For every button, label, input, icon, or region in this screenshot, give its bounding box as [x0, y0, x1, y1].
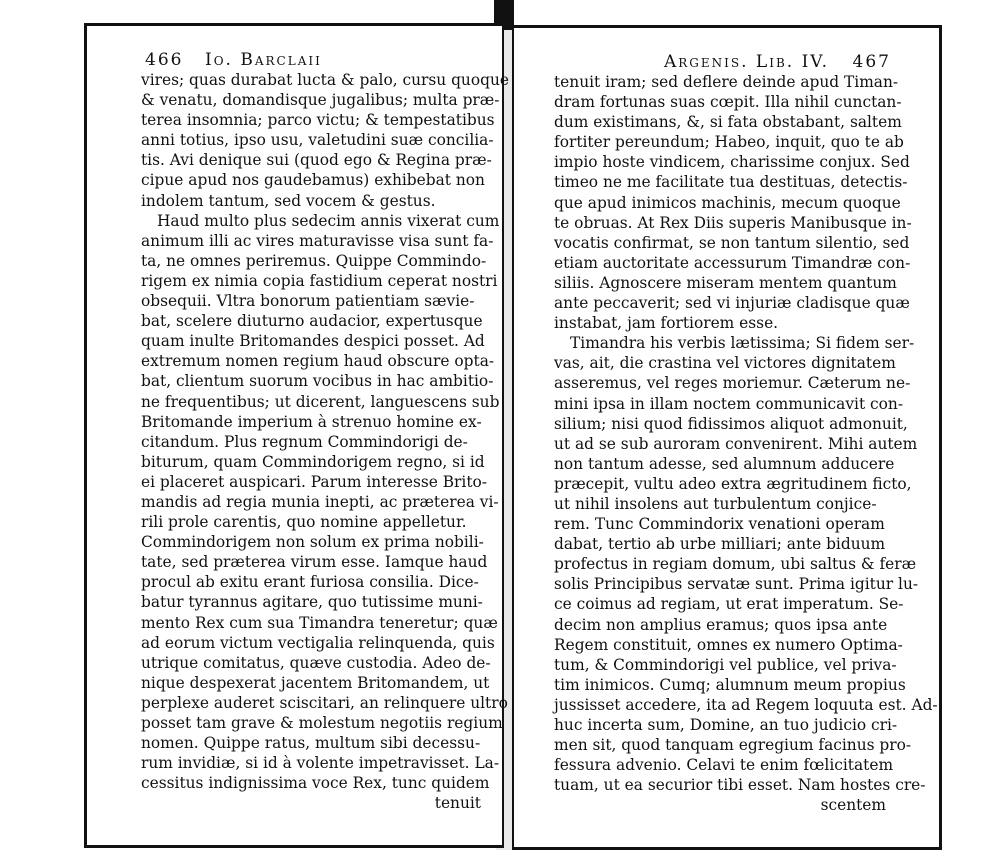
text-line: indolem tantum, sed vocem & gestus.	[141, 191, 436, 210]
text-line: silium; nisi quod fidissimos aliquot admonuit,	[554, 414, 908, 433]
text-line: vocatis confirmat, se non tantum silentio, sed	[554, 233, 910, 252]
text-line: ut ad se sub auroram convenirent. Mihi autem	[554, 434, 918, 453]
text-line: bat, scelere diuturno audacior, expertusque	[141, 312, 483, 331]
text-line: huc incerta sum, Domine, an tuo judicio cri-	[554, 716, 898, 734]
text-line: ut nihil insolens aut turbulentum conjice-	[554, 494, 877, 513]
text-line: utrique comitatus, quæve custodia. Adeo de-	[141, 653, 491, 672]
text-line: terea insomnia; parco victu; & tempestatibus	[141, 111, 495, 130]
text-line: tenuit	[434, 794, 481, 813]
text-line: dabat, tertio ab urbe milliari; ante biduum	[554, 535, 886, 554]
text-line: Timandra his verbis lætissima; Si fidem ser-	[570, 334, 915, 353]
text-line: extremum nomen regium haud obscure opta-	[141, 352, 495, 371]
text-line: ta, ne omnes periremus. Quippe Commindo-	[141, 251, 487, 270]
text-line: rigem ex nimia copia fastidium ceperat nostri	[141, 271, 498, 290]
text-line: tenuit iram; sed deflere deinde apud Timan-	[554, 73, 899, 91]
right-running-head: Argenis. Lib. IV.	[663, 52, 829, 72]
text-line: decim non amplius eramus; quos ipsa ante	[554, 615, 888, 634]
left-page-number: 466	[145, 50, 184, 70]
text-line: vas, ait, die crastina vel victores dignitatem	[554, 354, 896, 373]
left-page-text	[141, 70, 509, 813]
text-line: impio hoste vindicem, charissime conjux. Sed	[554, 153, 910, 172]
text-line: obsequii. Vltra bonorum patientiam sævie-	[141, 292, 475, 311]
text-line: cessitus indignissima voce Rex, tunc quidem	[141, 774, 490, 793]
text-line: biturum, quam Commindorigem regno, si id	[141, 452, 485, 471]
text-line: anni totius, ipso usu, valetudini suæ concilia-	[141, 131, 494, 150]
text-line: rum invidiæ, si id à volente impetravisset. La-	[141, 754, 500, 773]
text-line: asseremus, vel reges moriemur. Cæterum ne-	[554, 374, 911, 393]
text-line: perplexe auderet sciscitari, an relinquere ultro	[141, 693, 508, 712]
text-line: Haud multo plus sedecim annis vixerat cum	[157, 211, 500, 230]
text-line: Britomande imperium à strenuo homine ex-	[141, 412, 482, 431]
left-page	[84, 23, 509, 848]
text-line: nomen. Quippe ratus, multum sibi decessu-	[141, 734, 481, 753]
text-line: profectus in regiam domum, ubi saltus & feræ	[554, 555, 917, 574]
text-line: mandis ad regia munia inepti, ac præterea vi-	[141, 492, 499, 511]
text-line: ante peccaverit; sed vi injuriæ cladisque quæ	[554, 294, 910, 313]
text-line: siliis. Agnoscere miseram mentem quantum	[554, 273, 897, 292]
text-line: non tantum adesse, sed alumnum adducere	[554, 454, 895, 473]
text-line: men sit, quod tanquam egregium facinus pro-	[554, 736, 912, 755]
right-page-number: 467	[852, 52, 891, 72]
text-line: tis. Avi denique sui (quod ego & Regina præ-	[141, 151, 492, 170]
text-line: dram fortunas suas cœpit. Illa nihil cunctan-	[554, 93, 902, 112]
text-line: & venatu, domandisque jugalibus; multa præ-	[141, 91, 500, 110]
text-line: timeo ne me facilitate tua destituas, detectis-	[554, 173, 908, 192]
text-line: Commindorigem non solum ex prima nobili-	[141, 533, 484, 552]
text-line: Regem constituit, omnes ex numero Optima-	[554, 635, 903, 654]
text-line: batur tyrannus agitare, quo tutissime muni-	[141, 593, 483, 612]
text-line: rem. Tunc Commindorix venationi operam	[554, 515, 885, 534]
text-line: etiam auctoritate accessurum Timandræ con-	[554, 253, 911, 272]
text-line: ce coimus ad regiam, ut erat imperatum. Se-	[554, 595, 904, 614]
text-line: te obruas. At Rex Diis superis Manibusque in-	[554, 213, 912, 232]
text-line: que apud inimicos machinis, mecum quoque	[554, 193, 901, 212]
text-line: tim inimicos. Cumq; alumnum meum propius	[554, 675, 906, 694]
text-line: tum, & Commindorigi vel publice, vel priva-	[554, 655, 897, 674]
text-line: fortiter pereundum; Habeo, inquit, quo te ab	[554, 133, 904, 152]
text-line: mini ipsa in illam noctem communicavit con-	[554, 394, 904, 413]
text-line: quam inulte Britomandes despici posset. Ad	[141, 332, 485, 351]
left-running-head: Io. Barclaii	[205, 50, 322, 70]
text-line: mento Rex cum sua Timandra teneretur; quæ	[141, 613, 498, 632]
right-page-text	[554, 72, 938, 815]
text-line: ad eorum victum vectigalia relinquenda, quis	[141, 633, 495, 652]
right-page	[512, 25, 942, 850]
text-line: instabat, jam fortiorem esse.	[554, 314, 779, 333]
text-line: solis Principibus servatæ sunt. Prima igitur lu-	[554, 575, 919, 594]
text-line: rili prole carentis, quo nomine appelletur.	[141, 513, 467, 532]
text-line: ei placeret auspicari. Parum interesse Brito-	[141, 472, 487, 491]
text-line: vires; quas durabat lucta & palo, cursu quoque	[141, 71, 509, 89]
text-line: tuam, ut ea securior tibi esset. Nam hostes cre-	[554, 776, 926, 795]
text-line: scentem	[820, 796, 886, 815]
text-line: præcepit, vultu adeo extra ægritudinem ficto,	[554, 474, 912, 493]
text-line: citandum. Plus regnum Commindorigi de-	[141, 432, 468, 451]
text-line: nique despexerat jacentem Britomandem, ut	[141, 673, 490, 692]
text-line: ne frequentibus; ut dicerent, languescens sub	[141, 392, 500, 411]
text-line: procul ab exitu erant furiosa consilia. Dice-	[141, 573, 479, 592]
text-line: jussisset accedere, ita ad Regem loquuta est. Ad-	[554, 695, 938, 714]
text-line: cipue apud nos gaudebamus) exhibebat non	[141, 171, 485, 190]
text-line: tate, sed præterea virum esse. Iamque haud	[141, 553, 488, 572]
text-line: animum illi ac vires maturavisse visa sunt fa-	[141, 231, 494, 250]
text-line: fessura advenio. Celavi te enim fœlicitatem	[554, 756, 894, 775]
text-line: bat, clientum suorum vocibus in hac ambitio-	[141, 372, 494, 391]
text-line: posset tam grave & molestum negotiis regium	[141, 714, 503, 732]
text-line: dum existimans, &, si fata obstabant, saltem	[554, 113, 902, 132]
